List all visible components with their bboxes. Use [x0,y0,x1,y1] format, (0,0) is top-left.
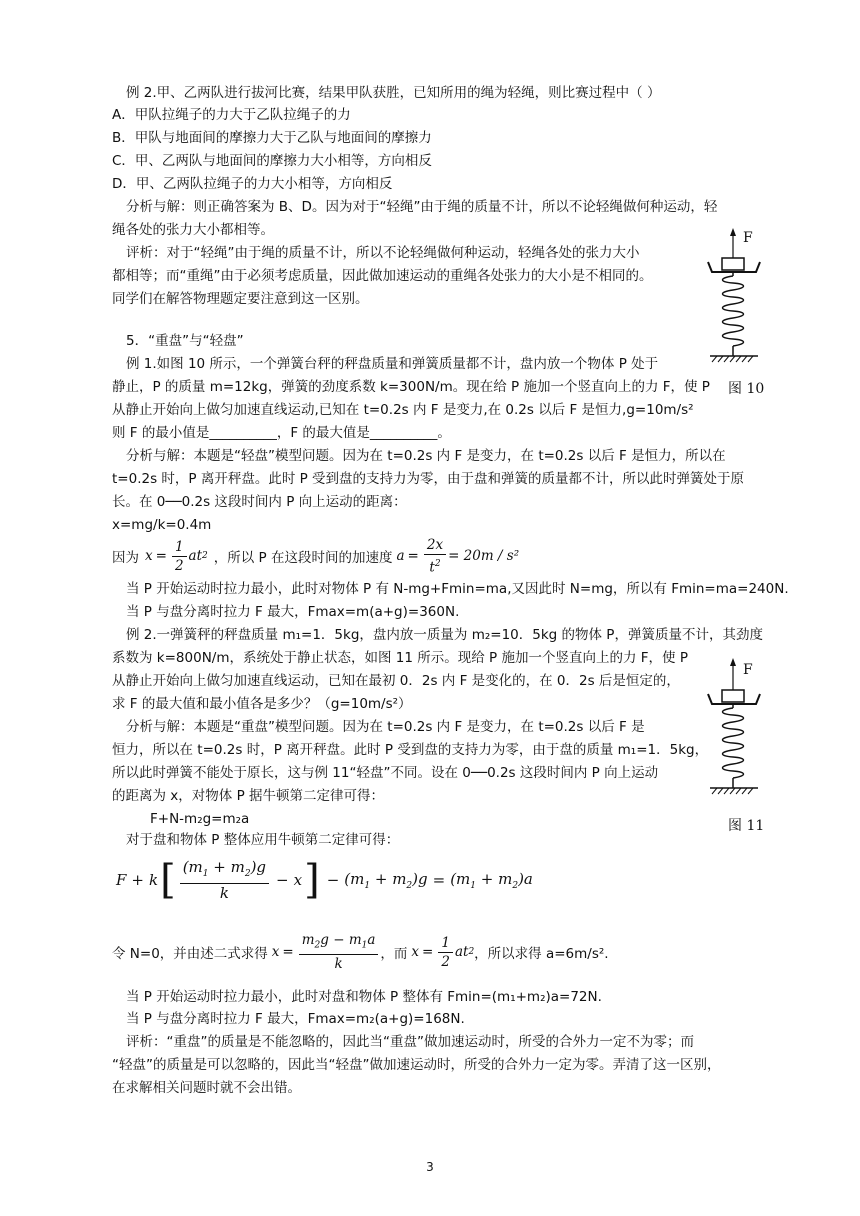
ex2p-analysis-4: 的距离为 x，对物体 P 据牛顿第二定律可得： [112,788,385,804]
ex1-max-force: 当 P 与盘分离时拉力 F 最大，Fmax=m(a+g)=360N. [126,604,460,620]
ex2p-max-force: 当 P 与盘分离时拉力 F 最大，Fmax=m₂(a+g)=168N. [126,1011,465,1027]
let-n-text: 令 N=0，并由述二式求得 [112,946,268,962]
ex2-question: 例 2.甲、乙两队进行拔河比赛，结果甲队获胜，已知所用的绳为轻绳，则比赛过程中（ ） [126,85,661,101]
ex1-acceleration-equation: 因为 x = $\frac{1}{2}$ at 2 ，所以 P 在这段时间的加速度 a = $\frac{2x}{t^2}$ = 20m / s² [112,536,520,576]
ex2-comment-line3: 同学们在解答物理题定要注意到这一区别。 [112,291,369,307]
ex1-line2: 静止，P 的质量 m=12kg，弹簧的劲度系数 k=300N/m。现在给 P 施加一个竖直向上的力 F，使 P [112,379,710,395]
comma-er-text: ，而 [380,946,408,962]
ex2p-comment-2: “轻盘”的质量是可以忽略的，因此当“轻盘”做加速运动时，所受的合外力一定为零。弄清了这一区别， [112,1057,721,1073]
ex2p-line4: 求 F 的最大值和最小值各是多少？（g=10m/s²） [112,696,412,712]
figure-10-spring-scale [700,222,770,370]
ex2p-analysis-1: 分析与解：本题是“重盘”模型问题。因为在 t=0.2s 内 F 是变力，在 t=0.2s 以后 F 是 [126,719,645,735]
ex2p-whole-system: 对于盘和物体 P 整体应用牛顿第二定律可得： [126,832,400,848]
ex2-comment-line2: 都相等；而“重绳”由于必须考虑质量，因此做加速运动的重绳各处张力的大小是不相同的。 [112,268,653,284]
result-a-text: ，所以求得 a=6m/s². [474,946,609,962]
ex1-analysis-2: t=0.2s 时，P 离开秤盘。此时 P 受到盘的支持力为零，由于盘和弹簧的质量都不计，所以此时弹簧处于原 [112,471,745,487]
ex1-line3: 从静止开始向上做匀加速直线运动,已知在 t=0.2s 内 F 是变力,在 0.2s 以后 F 是恒力,g=10m/s² [112,402,694,418]
ex2p-comment-3: 在求解相关问题时就不会出错。 [112,1080,301,1096]
ex1-analysis-3: 长。在 0──0.2s 这段时间内 P 向上运动的距离： [112,494,407,510]
section5-title: 5．“重盘”与“轻盘” [126,333,244,349]
ex1-min-force: 当 P 开始运动时拉力最小，此时对物体 P 有 N-mg+Fmin=ma,又因此时 N=mg，所以有 Fmin=ma=240N. [126,581,789,597]
ex1-analysis-1: 分析与解：本题是“轻盘”模型问题。因为在 t=0.2s 内 F 是变力，在 t=0.2s 以后 F 是恒力，所以在 [126,448,726,464]
ex1-mid-text: ，所以 P 在这段时间的加速度 [213,550,393,566]
ex2p-system-equation: F + k [ $\frac{(m_1 + m_2)g}{k}$ − x ] − $(m_1 + m_2)g$ = $(m_1 + m_2)a$ [116,857,533,903]
ex1-x-equation: x=mg/k=0.4m [112,517,212,533]
ex2p-line3: 从静止开始向上做匀加速直线运动，已知在最初 0．2s 内 F 是变化的，在 0．2s 后是恒定的， [112,673,680,689]
figure-11-spring-scale [700,652,770,802]
ex2-analysis-line2: 绳各处的张力大小都相等。 [112,222,274,238]
ex2-analysis-line1: 分析与解：则正确答案为 B、D。因为对于“轻绳”由于绳的质量不计，所以不论轻绳做何种运动，轻 [126,199,718,215]
ex2p-eq1: F+N-m₂g=m₂a [150,811,250,827]
ex2p-analysis-3: 所以此时弹簧不能处于原长，这与例 11“轻盘”不同。设在 0──0.2s 这段时间内 P 向上运动 [112,765,659,781]
figure-10-caption: 图 10 [728,381,765,397]
option-b: B．甲队与地面间的摩擦力大于乙队与地面间的摩擦力 [112,130,432,146]
option-a: A．甲队拉绳子的力大于乙队拉绳子的力 [112,107,351,123]
ex1-line1: 例 1.如图 10 所示，一个弹簧台秤的秤盘质量和弹簧质量都不计，盘内放一个物体 P 处于 [126,356,659,372]
figure-10-force-label: F [743,230,753,246]
option-d: D．甲、乙两队拉绳子的力大小相等，方向相反 [112,176,393,192]
ex2p-analysis-2: 恒力，所以在 t=0.2s 时，P 离开秤盘。此时 P 受到盘的支持力为零，由于盘的质量 m₁=1．5kg， [112,742,709,758]
ex2p-line2: 系数为 k=800N/m，系统处于静止状态，如图 11 所示。现给 P 施加一个竖直向上的力 F，使 P [112,650,688,666]
ex1-eq-rhs: = 20m / s² [448,548,520,564]
figure-11-force-label: F [743,662,753,678]
page-number: 3 [426,1160,434,1174]
ex2p-solve-line: 令 N=0，并由述二式求得 x = $\frac{m_2g - m_1a}{k}$ ，而 x = $\frac{1}{2}$ at 2 ，所以求得 a=6m/s². [112,931,609,973]
option-c: C．甲、乙两队与地面间的摩擦力大小相等，方向相反 [112,153,432,169]
ex2p-line1: 例 2.一弹簧秤的秤盘质量 m₁=1．5kg，盘内放一质量为 m₂=10．5kg 的物体 P，弹簧质量不计，其劲度 [126,627,763,643]
ex1-line4: 则 F 的最小值是__________，F 的最大值是__________。 [112,425,451,441]
figure-11-caption: 图 11 [728,818,765,834]
because-text: 因为 [112,550,139,566]
ex2-comment-line1: 评析：对于“轻绳”由于绳的质量不计，所以不论轻绳做何种运动，轻绳各处的张力大小 [126,245,640,261]
ex2p-min-force: 当 P 开始运动时拉力最小，此时对盘和物体 P 整体有 Fmin=(m₁+m₂)a=72N. [126,989,602,1005]
ex2p-comment-1: 评析：“重盘”的质量是不能忽略的，因此当“重盘”做加速运动时，所受的合外力一定不为零；而 [126,1034,694,1050]
